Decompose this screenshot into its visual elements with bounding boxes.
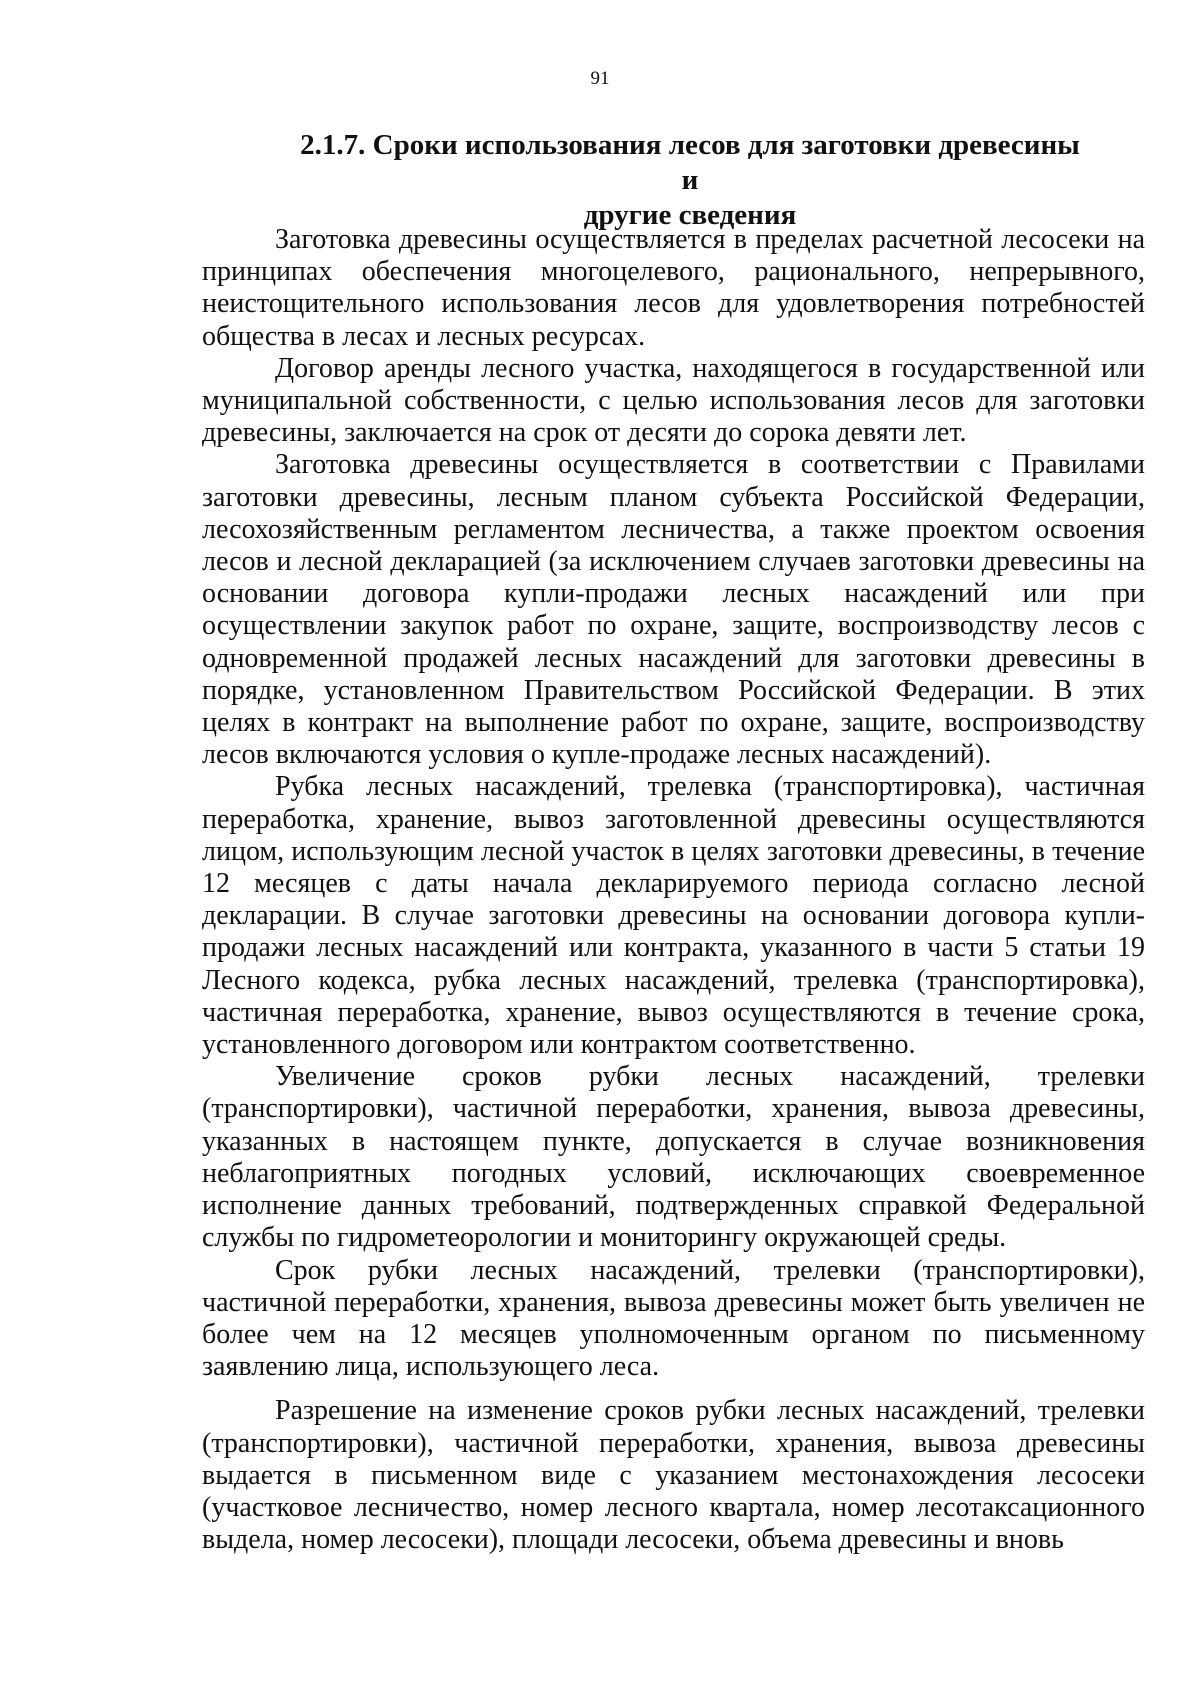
paragraph-lease-term: Договор аренды лесного участка, находящегося в государственной или муниципальной собственности, с целью использования лесов для заготовки древесины, заключается на срок от десяти до сорока девяти лет.: [202, 352, 1145, 449]
section-title-line-1: 2.1.7. Сроки использования лесов для заготовки древесины и: [300, 129, 1080, 196]
paragraph-logging-rules: Заготовка древесины осуществляется в соответствии с Правилами заготовки древесины, лесным планом субъекта Российской Федерации, лесохозяйственным регламентом лесничества, а также проектом освоения лесов и лесной декларацией (за исключением случаев заготовки древесины на основании договора купли-продажи лесных насаждений или при осуществлении закупок работ по охране, защите, воспроизводству лесов с одновременной продажей лесных насаждений для заготовки древесины в порядке, установленном Правительством Российской Федерации. В этих целях в контракт на выполнение работ по охране, защите, воспроизводству лесов включаются условия о купле-продаже лесных насаждений).: [202, 449, 1145, 771]
paragraph-term-extension-limit: Срок рубки лесных насаждений, трелевки (транспортировки), частичной переработки, хранения, вывоза древесины может быть увеличен не более чем на 12 месяцев уполномоченным органом по письменному заявлению лица, использующего леса.: [202, 1254, 1145, 1383]
section-title-line-2: другие сведения: [583, 199, 797, 231]
section-title: [290, 128, 1090, 233]
page-number: 91: [590, 68, 610, 89]
paragraph-extension-permit: Разрешение на изменение сроков рубки лесных насаждений, трелевки (транспортировки), частичной переработки, хранения, вывоза древесины выдается в письменном виде с указанием местонахождения лесосеки (участковое лесничество, номер лесного квартала, номер лесотаксационного выдела, номер лесосеки), площади лесосеки, объема древесины и вновь: [202, 1395, 1145, 1556]
paragraph-term-extension-weather: Увеличение сроков рубки лесных насаждений, трелевки (транспортировки), частичной переработки, хранения, вывоза древесины, указанных в настоящем пункте, допускается в случае возникновения неблагоприятных погодных условий, исключающих своевременное исполнение данных требований, подтвержденных справкой Федеральной службы по гидрометеорологии и мониторингу окружающей среды.: [202, 1061, 1145, 1254]
body-text: [202, 224, 1145, 1556]
paragraph-logging-period: Рубка лесных насаждений, трелевка (транспортировка), частичная переработка, хранение, вывоз заготовленной древесины осуществляются лицом, использующим лесной участок в целях заготовки древесины, в течение 12 месяцев с даты начала декларируемого периода согласно лесной декларации. В случае заготовки древесины на основании договора купли-продажи лесных насаждений или контракта, указанного в части 5 статьи 19 Лесного кодекса, рубка лесных насаждений, трелевка (транспортировка), частичная переработка, хранение, вывоз осуществляются в течение срока, установленного договором или контрактом соответственно.: [202, 771, 1145, 1061]
paragraph-logging-principles: Заготовка древесины осуществляется в пределах расчетной лесосеки на принципах обеспечения многоцелевого, рационального, непрерывного, неистощительного использования лесов для удовлетворения потребностей общества в лесах и лесных ресурсах.: [202, 224, 1145, 352]
